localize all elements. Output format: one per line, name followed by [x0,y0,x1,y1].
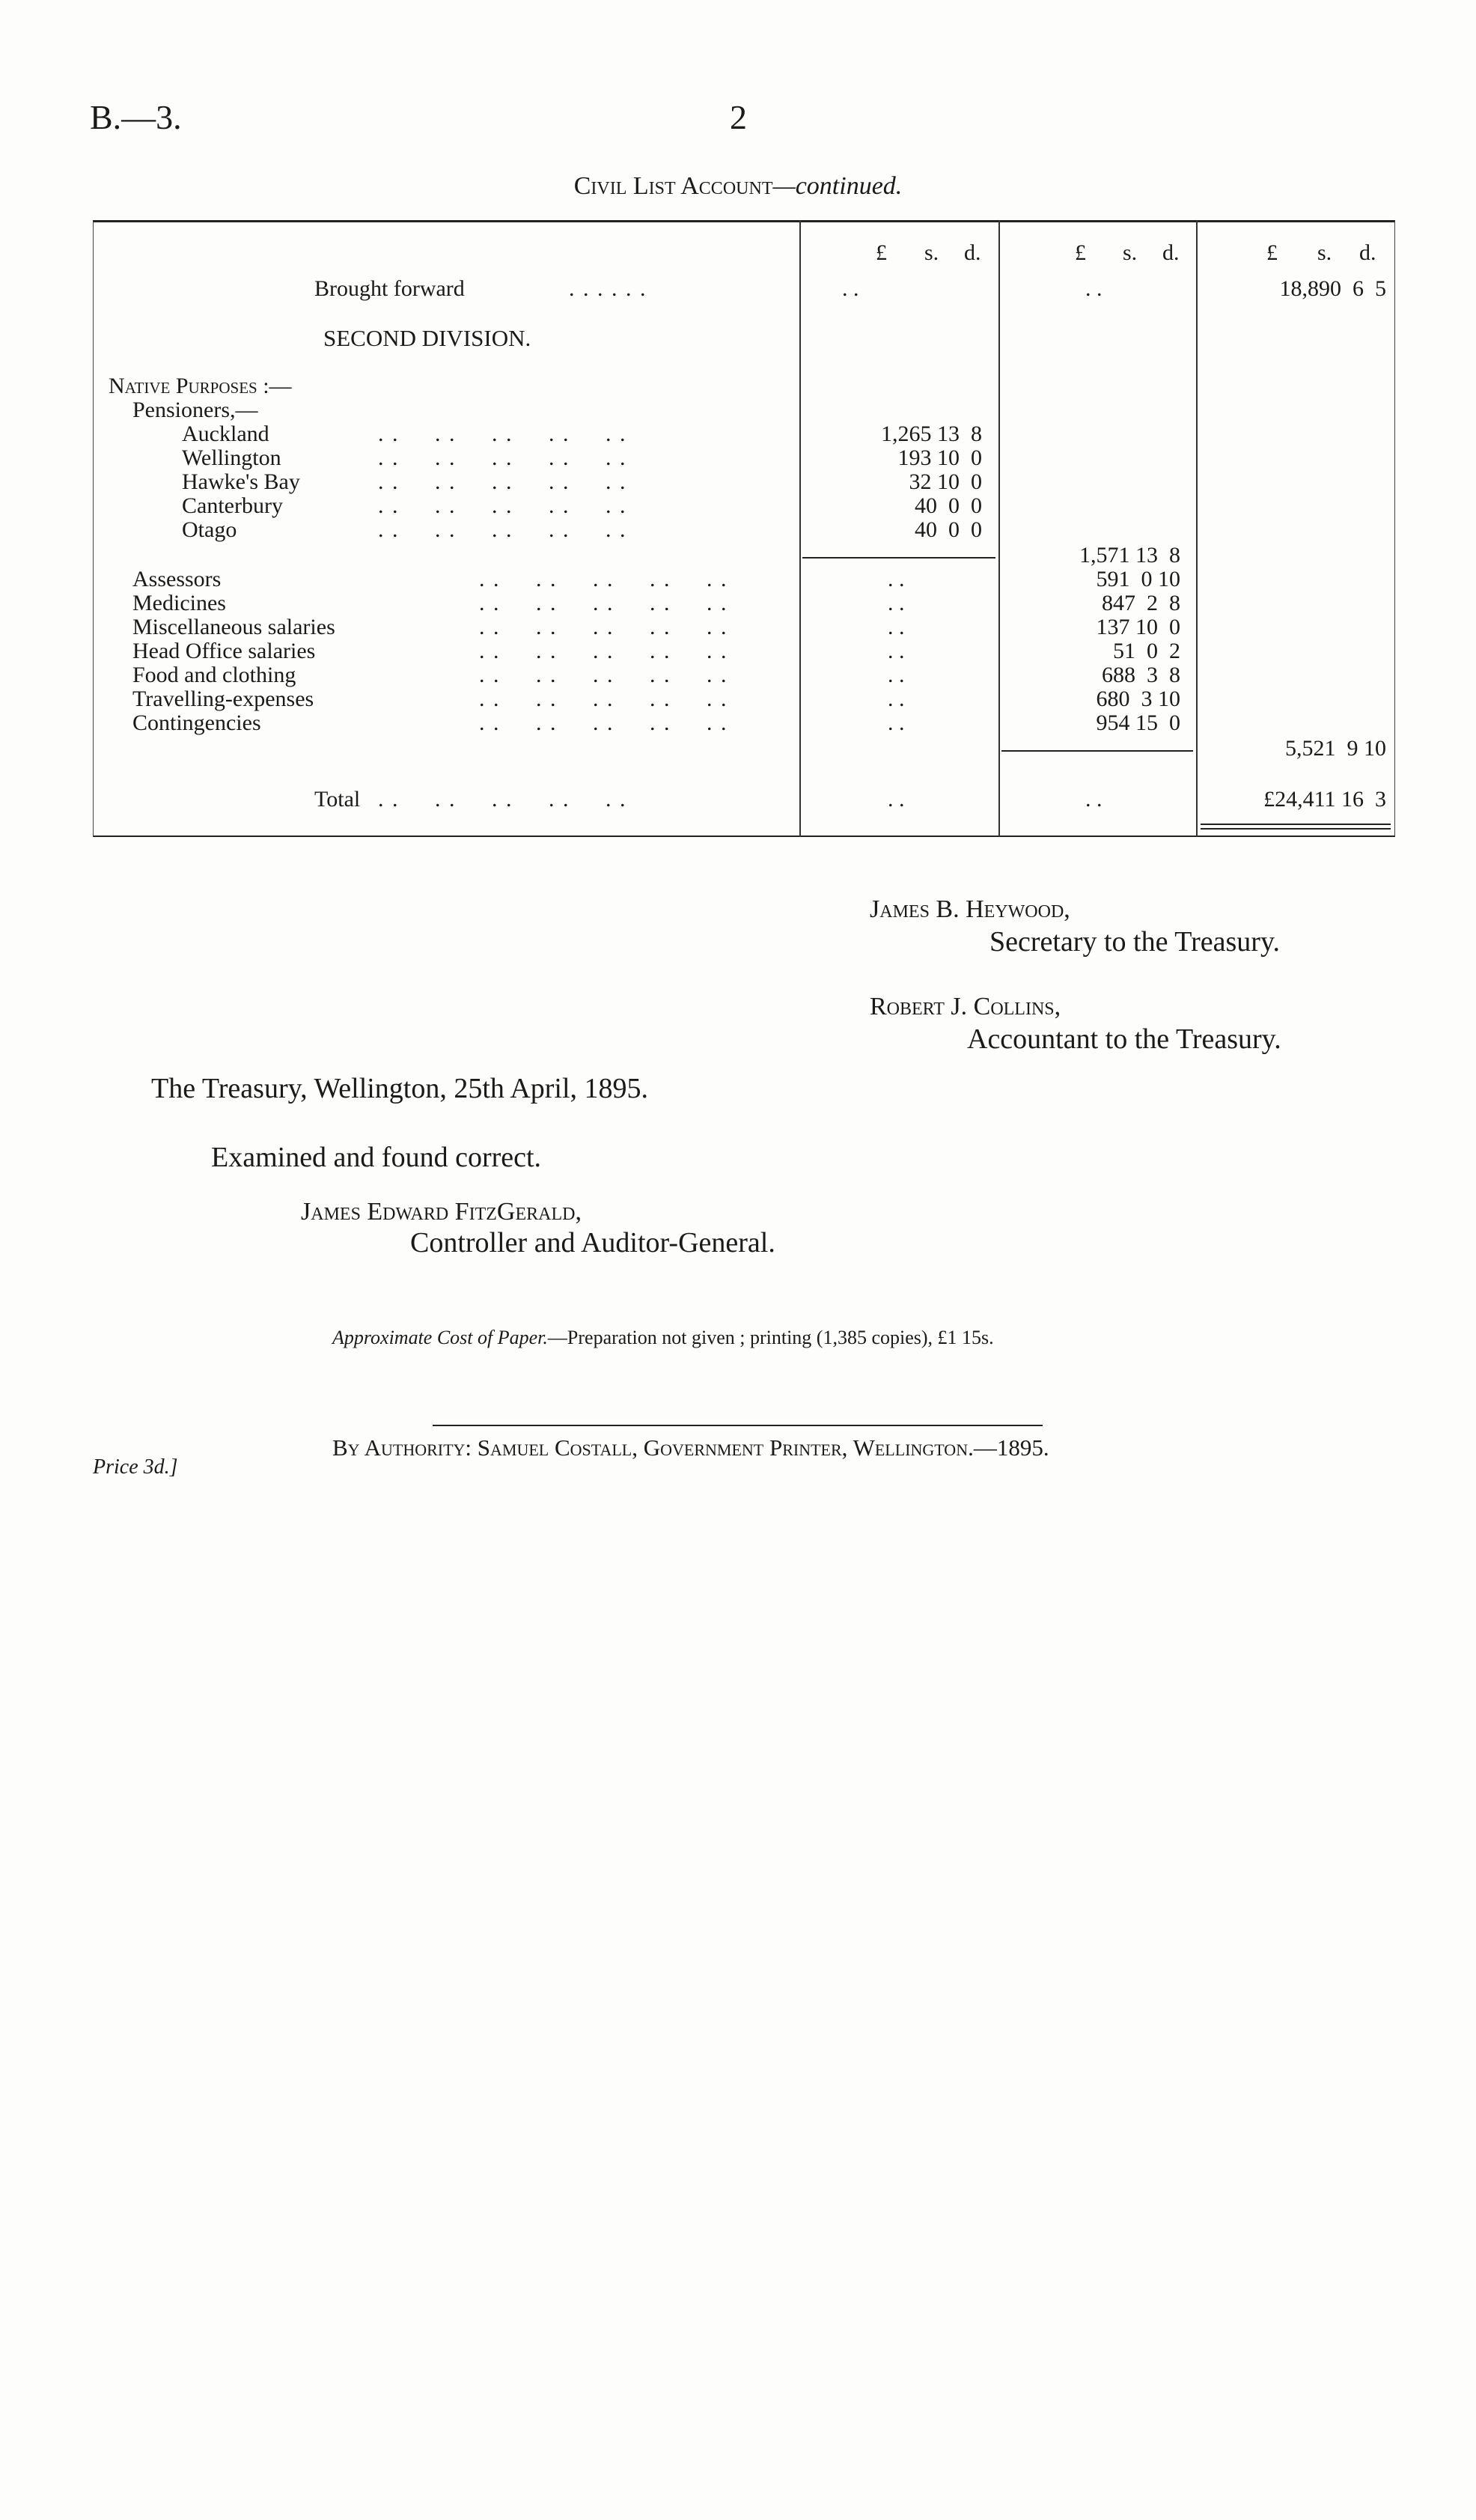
item-amount: 51 0 2 [1113,639,1180,663]
header-pence: d. [1162,240,1180,265]
pensioner-label: Otago [182,517,237,542]
title-italic: —continued. [772,172,903,200]
leader-dots: . . . . . . . . . . [378,469,627,494]
cost-label: Approximate Cost of Paper. [332,1327,548,1348]
total-label: Total [314,787,361,812]
column-divider [998,220,1000,837]
header-shilling: s. [1317,240,1332,265]
double-rule-top [1201,824,1391,825]
pensioner-amount: 193 10 0 [897,445,982,470]
item-label: Assessors [132,567,222,591]
pensioner-label: Canterbury [182,493,283,518]
brought-forward-col2: . . [1085,276,1103,301]
cost-of-paper [332,1327,994,1349]
footer-rule [433,1425,1043,1426]
item-col1: . . [888,687,905,711]
leader-dots: . . . . . . . . . . [378,445,627,470]
pensioner-amount: 1,265 13 8 [881,421,982,446]
pensioner-label: Hawke's Bay [182,469,300,494]
leader-dots: . . . . . . . . . . [479,639,728,663]
leader-dots: . . . . . . . . . . [378,493,627,518]
pensioner-amount: 40 0 0 [915,493,982,518]
column-divider [799,220,801,837]
item-col1: . . [888,710,905,735]
item-label: Travelling-expenses [132,687,314,711]
leader-dots: . . . . . . [569,276,647,301]
item-label: Food and clothing [132,663,296,687]
item-col1: . . [888,663,905,687]
leader-dots: . . . . . . . . . . [479,687,728,711]
leader-dots: . . . . . . . . . . [479,567,728,591]
price: Price 3d.] [93,1455,178,1479]
pensioners-total: 1,571 13 8 [1079,543,1180,567]
examined-statement: Examined and found correct. [211,1142,542,1173]
brought-forward-label: Brought forward [314,276,465,301]
header-pence: d. [964,240,981,265]
item-label: Medicines [132,591,226,615]
secretary-name: James B. Heywood, [870,895,1070,923]
header-shilling: s. [924,240,939,265]
leader-dots: . . . . . . . . . . [479,591,728,615]
pensioner-label: Auckland [182,421,269,446]
place-date: The Treasury, Wellington, 25th April, 1895. [151,1073,649,1104]
header-pound: £ [876,240,887,265]
page-title [0,172,1476,201]
account-table [93,220,1395,837]
total-col2: . . [1085,787,1103,812]
leader-dots: . . . . . . . . . . [378,517,627,542]
item-amount: 688 3 8 [1102,663,1180,687]
division-total: 5,521 9 10 [1285,736,1386,761]
header-pound: £ [1075,240,1086,265]
section-heading: Native Purposes :— [109,374,292,398]
brought-forward-amount: 18,890 6 5 [1279,276,1386,301]
cost-text: —Preparation not given ; printing (1,385 copies), £1 15s. [547,1327,994,1348]
total-col1: . . [888,787,905,812]
accountant-title: Accountant to the Treasury. [967,1023,1281,1055]
accountant-name: Robert J. Collins, [870,993,1061,1020]
item-amount: 847 2 8 [1102,591,1180,615]
title-caps: Civil List Account [573,172,773,200]
subtotal-rule [1001,750,1193,752]
secretary-title: Secretary to the Treasury. [989,926,1280,958]
leader-dots: . . . . . . . . . . [479,710,728,735]
item-amount: 680 3 10 [1096,687,1180,711]
pensioner-label: Wellington [182,445,281,470]
item-label: Head Office salaries [132,639,316,663]
item-amount: 591 0 10 [1096,567,1180,591]
grand-total: £24,411 16 3 [1263,787,1386,812]
item-col1: . . [888,567,905,591]
auditor-title: Controller and Auditor-General. [410,1227,775,1259]
authority-line: By Authority: Samuel Costall, Government Printer, Wellington.—1895. [332,1434,1049,1461]
leader-dots: . . . . . . . . . . [378,787,627,812]
leader-dots: . . . . . . . . . . [378,421,627,446]
header-shilling: s. [1123,240,1138,265]
item-amount: 137 10 0 [1096,615,1180,639]
subsection-heading: Pensioners,— [132,398,258,422]
item-col1: . . [888,591,905,615]
header-pound: £ [1266,240,1278,265]
division-heading: SECOND DIVISION. [323,325,531,351]
item-label: Contingencies [132,710,261,735]
auditor-name: James Edward FitzGerald, [301,1198,582,1226]
leader-dots: . . . . . . . . . . [479,663,728,687]
item-col1: . . [888,615,905,639]
item-label: Miscellaneous salaries [132,615,335,639]
double-rule-bottom [1201,828,1391,830]
brought-forward-col1: . . [842,276,859,301]
item-col1: . . [888,639,905,663]
subtotal-rule [802,557,995,559]
pensioner-amount: 40 0 0 [915,517,982,542]
page-id: B.—3. [90,98,182,136]
page-number: 2 [730,98,747,136]
header-pence: d. [1359,240,1376,265]
pensioner-amount: 32 10 0 [909,469,982,494]
column-divider [1196,220,1198,837]
item-amount: 954 15 0 [1096,710,1180,735]
leader-dots: . . . . . . . . . . [479,615,728,639]
